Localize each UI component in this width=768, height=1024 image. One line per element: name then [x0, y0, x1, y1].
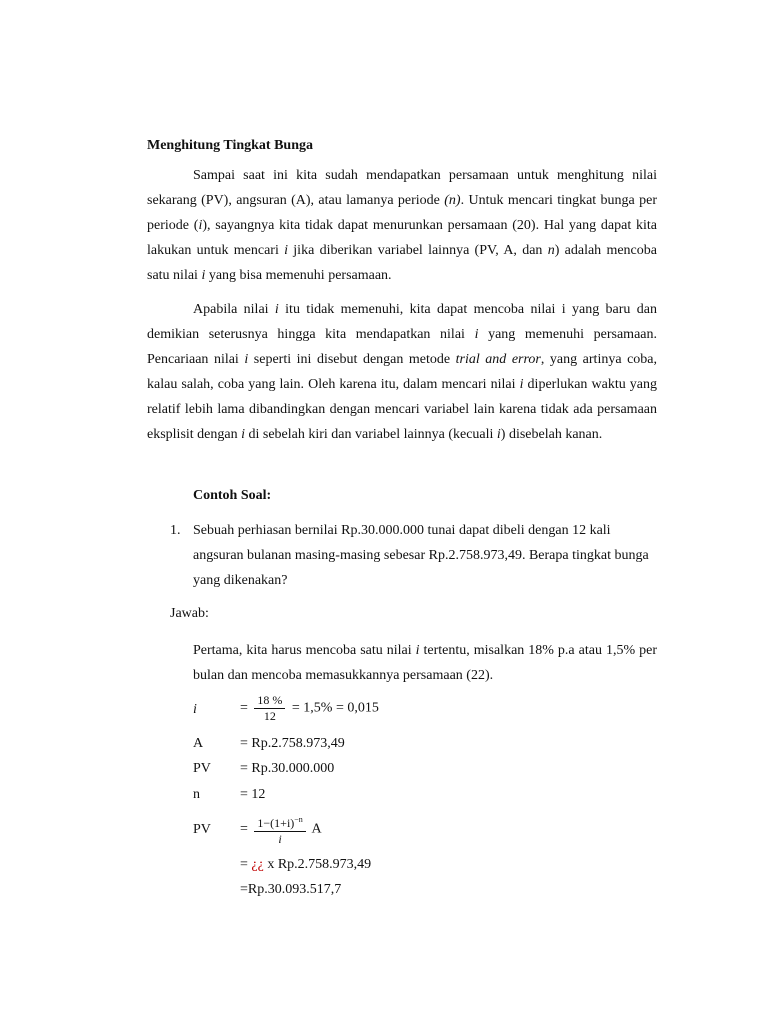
italic-text: i: [244, 352, 249, 367]
text: seperti ini disebut dengan metode: [248, 352, 456, 367]
section-heading: Menghitung Tingkat Bunga: [147, 138, 313, 153]
text: =: [240, 857, 248, 872]
italic-text: i: [198, 218, 203, 233]
denominator: 12: [263, 709, 276, 723]
answer-label: Jawab:: [170, 606, 209, 621]
text: tertentu, misalkan 18% p.a atau 1,5% per bulan dan mencoba memasukkannya persamaan (22).: [193, 643, 657, 683]
italic-text: n: [547, 243, 555, 258]
italic-text: i: [274, 302, 279, 317]
calc-label-a: A: [193, 736, 204, 751]
italic-text: i: [415, 643, 420, 658]
error-glyph: ¿¿: [251, 857, 264, 872]
text: i: [278, 832, 282, 846]
calc-label-n: n: [193, 787, 200, 802]
fraction: [254, 812, 305, 847]
text: , yang artinya coba, kalau salah, coba yang lain. Oleh karena itu, dalam mencari nilai: [147, 352, 658, 392]
italic-text: i: [201, 268, 206, 283]
denominator: [254, 832, 305, 847]
italic-text: i: [241, 427, 245, 442]
italic-text: trial and error: [455, 352, 541, 367]
text: =: [240, 821, 248, 837]
italic-text: i: [474, 327, 479, 342]
text: ) adalah mencoba satu nilai: [147, 243, 657, 283]
example-heading: Contoh Soal:: [193, 488, 272, 503]
text: i: [193, 702, 197, 717]
text: Sampai saat ini kita sudah mendapatkan persamaan untuk menghitung nilai sekarang (PV), angsuran (A), atau lamanya periode: [147, 168, 657, 208]
calc-line-3: [240, 857, 371, 873]
calc-value-i: [240, 693, 379, 724]
text: 1−(1+i): [257, 816, 295, 830]
italic-text: i: [519, 377, 524, 392]
text: = 1,5% = 0,015: [291, 700, 379, 716]
text: ), sayangnya kita tidak dapat menurunkan persamaan (20). Hal yang dapat kita lakukan untuk mencari: [147, 218, 657, 258]
calc-label-pv: PV: [193, 761, 211, 776]
paragraph-2: [147, 297, 657, 447]
text: diperlukan waktu yang relatif lebih lama dibandingkan dengan mencari variabel lain karena tidak ada persamaan eksplisit dengan: [147, 377, 658, 442]
calc-value-n: = 12: [240, 787, 266, 802]
italic-text: (n): [444, 193, 461, 208]
calc-label-pv-formula: PV: [193, 822, 211, 837]
fraction: [254, 693, 285, 724]
numerator: [254, 812, 305, 832]
text: =: [240, 700, 248, 716]
calc-value-pv: = Rp.30.000.000: [240, 761, 335, 776]
text: ) disebelah kanan.: [500, 427, 603, 442]
text: yang memenuhi persamaan. Pencariaan nilai: [147, 327, 657, 367]
calc-value-a: = Rp.2.758.973,49: [240, 736, 345, 751]
calc-pv-formula: [240, 812, 322, 847]
list-item: Sebuah perhiasan bernilai Rp.30.000.000 tunai dapat dibeli dengan 12 kali angsuran bulanan masing-masing sebesar Rp.2.758.973,49. Berapa tingkat bunga yang dikenakan?: [193, 523, 649, 588]
text: jika diberikan variabel lainnya (PV, A, dan: [288, 243, 548, 258]
calc-line-4: =Rp.30.093.517,7: [240, 882, 342, 897]
text: Pertama, kita harus mencoba satu nilai: [193, 643, 416, 658]
italic-text: i: [284, 243, 289, 258]
text: Apabila nilai: [193, 302, 275, 317]
text: . Untuk mencari tingkat bunga per periode (: [147, 193, 657, 233]
paragraph-1: [147, 163, 657, 288]
exponent: −n: [294, 815, 303, 824]
calc-label-i: [193, 702, 197, 718]
italic-text: i: [496, 427, 501, 442]
answer-paragraph: [193, 638, 657, 688]
text: x Rp.2.758.973,49: [263, 857, 372, 872]
text: itu tidak memenuhi, kita dapat mencoba nilai i yang baru dan demikian seterusnya hingga kita mendapatkan nilai: [147, 302, 657, 342]
text: di sebelah kiri dan variabel lainnya (kecuali: [245, 427, 497, 442]
numerator: 18 %: [254, 693, 285, 709]
text: A: [311, 821, 322, 837]
list-number: 1.: [170, 523, 181, 538]
text: yang bisa memenuhi persamaan.: [205, 268, 392, 283]
